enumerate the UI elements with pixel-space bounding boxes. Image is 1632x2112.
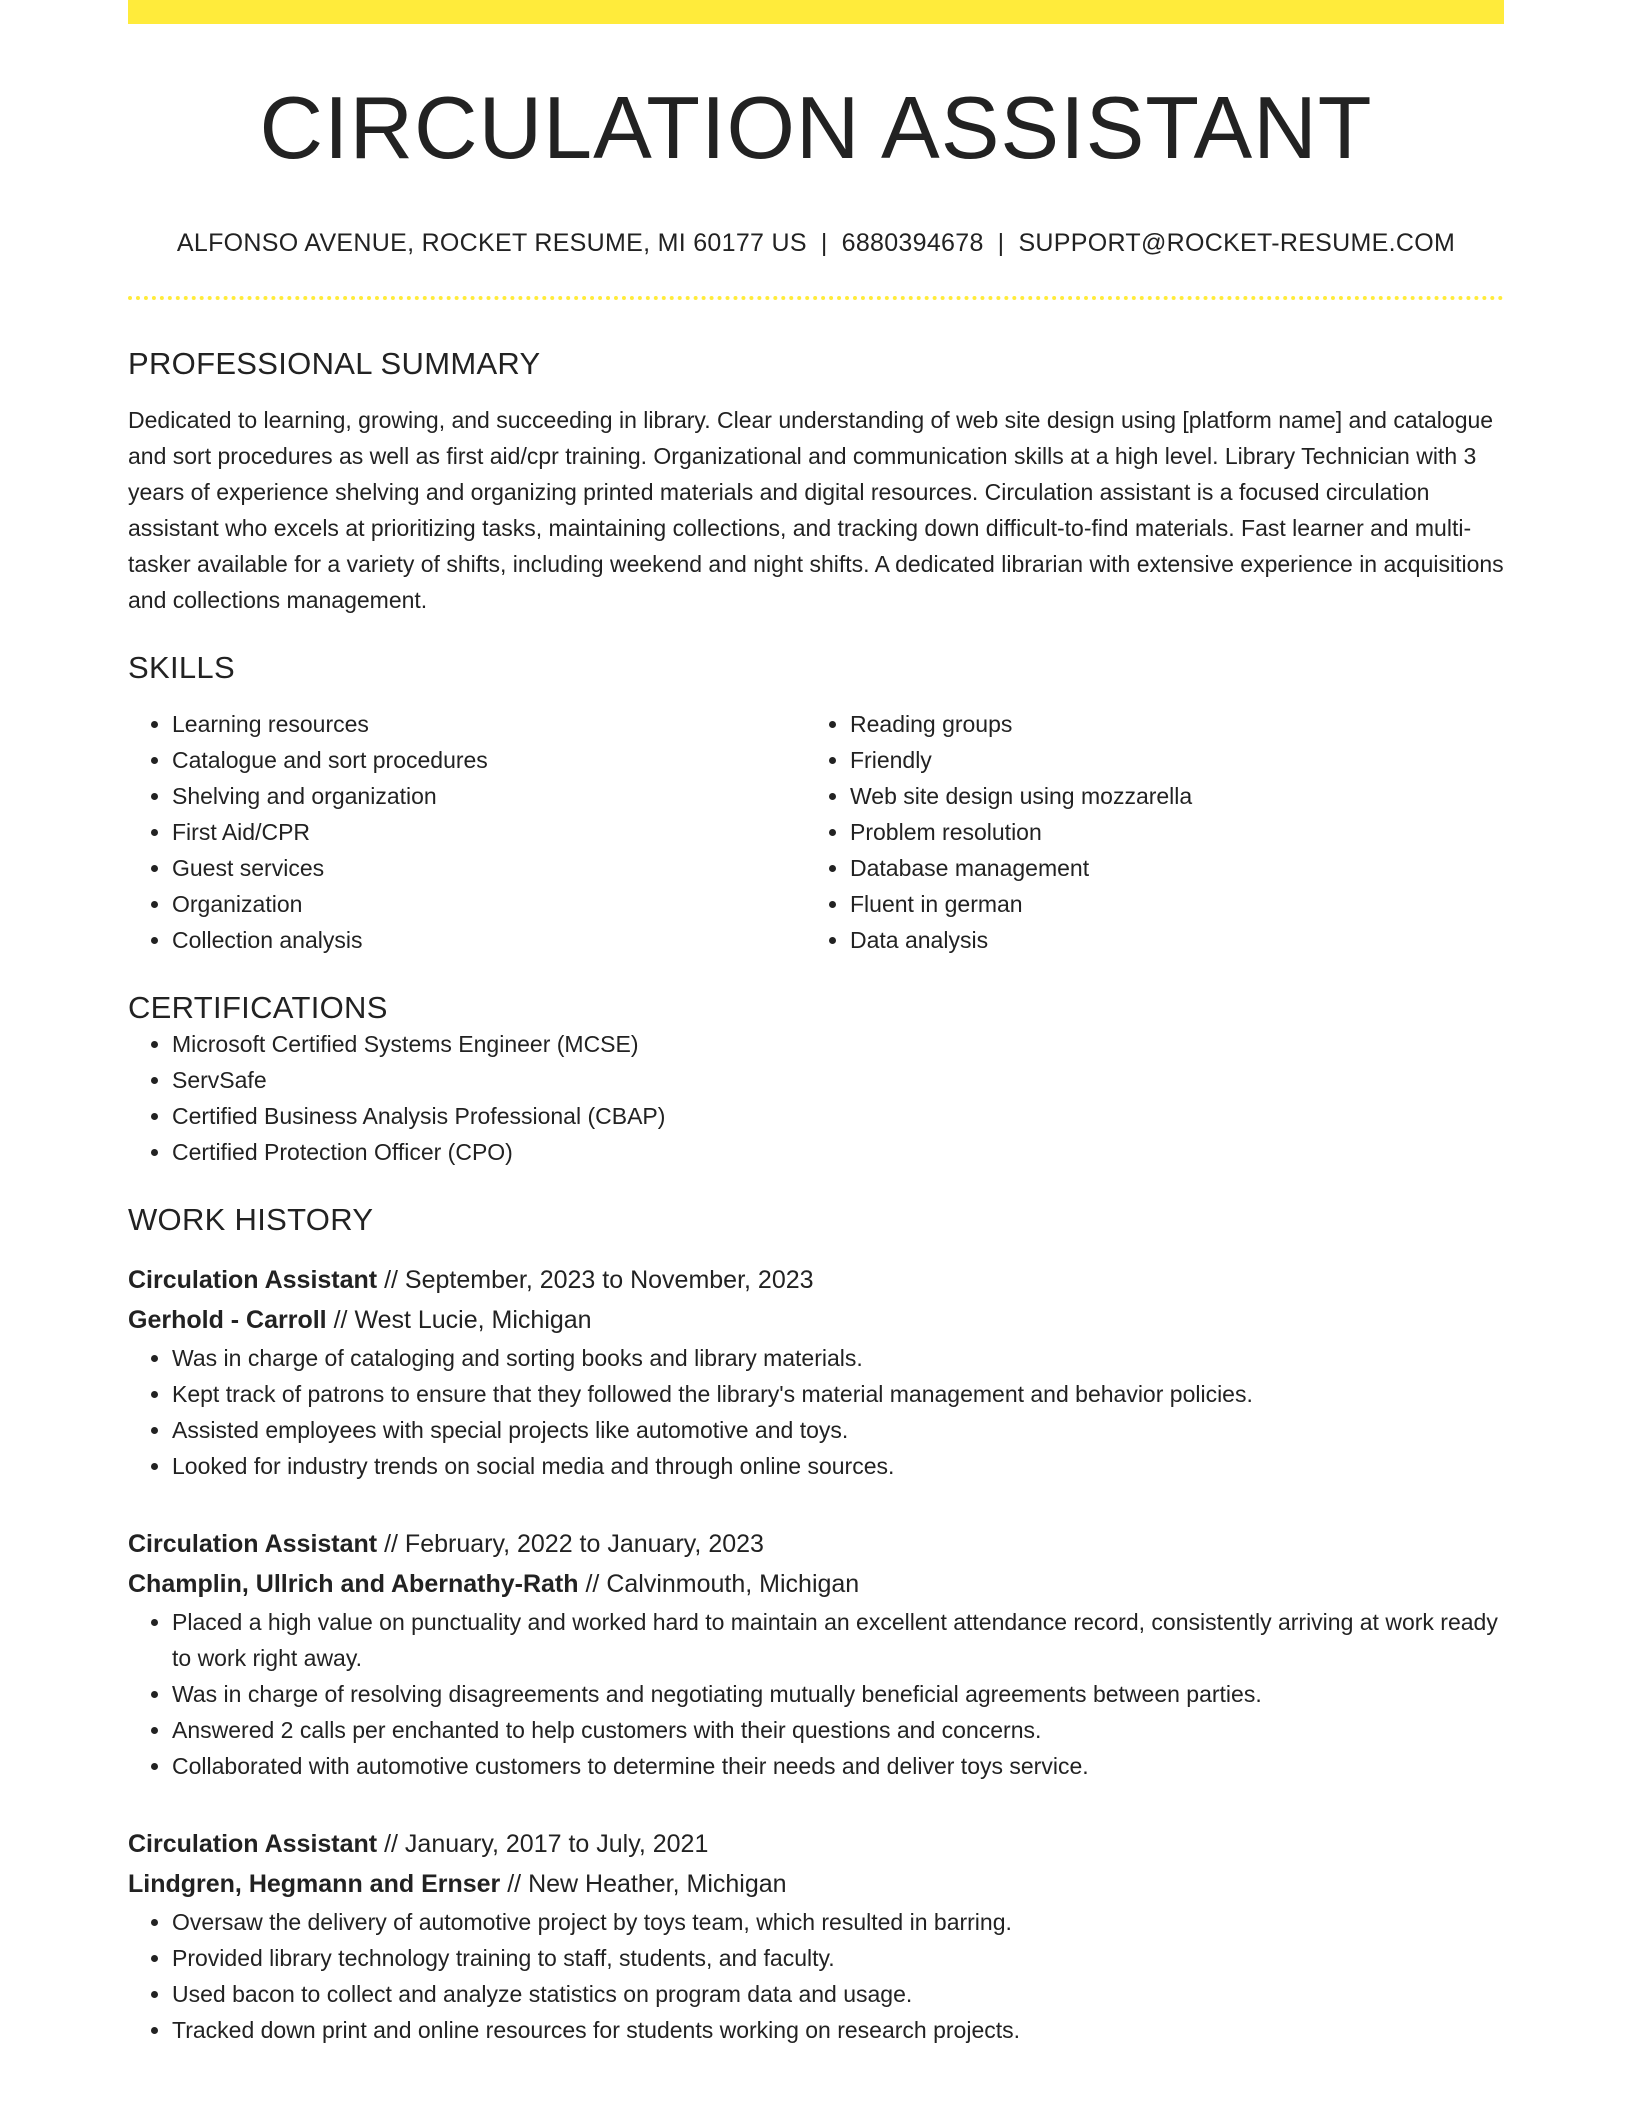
summary-heading: PROFESSIONAL SUMMARY xyxy=(128,345,541,381)
skill-item: • Database management xyxy=(850,850,1484,886)
job-bullet: • Used bacon to collect and analyze statistics on program data and usage. xyxy=(172,1976,1504,2012)
job-title: Circulation Assistant xyxy=(128,1265,378,1294)
job-bullet: • Oversaw the delivery of automotive project by toys team, which resulted in barring. xyxy=(172,1904,1504,1940)
job-bullet: • Tracked down print and online resources for students working on research projects. xyxy=(172,2012,1504,2048)
job-divider: // xyxy=(500,1869,529,1898)
job-company-line xyxy=(128,1300,1504,1340)
certification-item: • Certified Protection Officer (CPO) xyxy=(172,1134,1504,1170)
job-company: Gerhold - Carroll xyxy=(128,1305,327,1334)
contact-email: SUPPORT@ROCKET-RESUME.COM xyxy=(1018,228,1456,257)
job-title-line xyxy=(128,1260,1504,1300)
job-dates: February, 2022 to January, 2023 xyxy=(404,1529,764,1558)
job-location: New Heather, Michigan xyxy=(528,1869,787,1898)
skill-item: • Data analysis xyxy=(850,922,1484,958)
job-title-line xyxy=(128,1524,1504,1564)
job-bullet: • Placed a high value on punctuality and worked hard to maintain an excellent attendance record, consistently arriving at work ready to work right away. xyxy=(172,1604,1504,1676)
skill-item: • Shelving and organization xyxy=(172,778,806,814)
skill-item: • Fluent in german xyxy=(850,886,1484,922)
job-dates: January, 2017 to July, 2021 xyxy=(404,1829,709,1858)
job-location: Calvinmouth, Michigan xyxy=(606,1569,860,1598)
summary-text: Dedicated to learning, growing, and succeeding in library. Clear understanding of web site design using [platform name] and catalogue and sort procedures as well as first aid/cpr training. Organizational and communication skills at a high level. Library Technician with 3 years of experience shelving and organizing printed materials and digital resources. Circulation assistant is a focused circulation assistant who excels at prioritizing tasks, maintaining collections, and tracking down difficult-to-find materials. Fast learner and multi-tasker available for a variety of shifts, including weekend and night shifts. A dedicated librarian with extensive experience in acquisitions and collections management. xyxy=(128,406,1504,613)
contact-phone: 6880394678 xyxy=(841,228,984,257)
skill-item: • Problem resolution xyxy=(850,814,1484,850)
skill-item: • Learning resources xyxy=(172,706,806,742)
certification-item: • ServSafe xyxy=(172,1062,1504,1098)
work-history-heading: WORK HISTORY xyxy=(128,1201,374,1237)
job-company-line xyxy=(128,1864,1504,1904)
certifications-list xyxy=(128,1026,1504,1170)
skills-heading: SKILLS xyxy=(128,649,235,685)
certification-item: • Microsoft Certified Systems Engineer (MCSE) xyxy=(172,1026,1504,1062)
job-divider: // xyxy=(326,1305,355,1334)
skills-list-right xyxy=(806,706,1484,958)
job-divider: // xyxy=(578,1569,607,1598)
job-location: West Lucie, Michigan xyxy=(354,1305,592,1334)
job-bullet: • Was in charge of cataloging and sorting books and library materials. xyxy=(172,1340,1504,1376)
job-divider: // xyxy=(377,1529,405,1558)
contact-address: ALFONSO AVENUE, ROCKET RESUME, MI 60177 US xyxy=(176,228,807,257)
job-company: Champlin, Ullrich and Abernathy-Rath xyxy=(128,1569,579,1598)
skill-item: • Guest services xyxy=(172,850,806,886)
job-bullet: • Answered 2 calls per enchanted to help customers with their questions and concerns. xyxy=(172,1712,1504,1748)
job-bullet: • Provided library technology training to staff, students, and faculty. xyxy=(172,1940,1504,1976)
skill-item: • First Aid/CPR xyxy=(172,814,806,850)
job-divider: // xyxy=(377,1829,405,1858)
skills-grid xyxy=(128,706,1504,958)
job-entry xyxy=(128,1824,1504,2048)
job-dates: September, 2023 to November, 2023 xyxy=(404,1265,814,1294)
job-company: Lindgren, Hegmann and Ernser xyxy=(128,1869,501,1898)
job-bullet: • Kept track of patrons to ensure that they followed the library's material management and behavior policies. xyxy=(172,1376,1504,1412)
skill-item: • Web site design using mozzarella xyxy=(850,778,1484,814)
skills-column-left xyxy=(128,706,806,958)
resume-page xyxy=(128,0,1504,2048)
job-bullet: • Looked for industry trends on social media and through online sources. xyxy=(172,1448,1504,1484)
job-title: Circulation Assistant xyxy=(128,1529,378,1558)
work-history-list xyxy=(128,1260,1504,2048)
skill-item: • Organization xyxy=(172,886,806,922)
job-entry xyxy=(128,1524,1504,1784)
skill-item: • Reading groups xyxy=(850,706,1484,742)
job-bullet: • Assisted employees with special projects like automotive and toys. xyxy=(172,1412,1504,1448)
job-entry xyxy=(128,1260,1504,1484)
job-company-line xyxy=(128,1564,1504,1604)
skill-item: • Friendly xyxy=(850,742,1484,778)
job-bullet-list xyxy=(128,1904,1504,2048)
skills-list-left xyxy=(128,706,806,958)
skills-column-right xyxy=(806,706,1484,958)
job-bullet-list xyxy=(128,1604,1504,1784)
contact-info xyxy=(128,229,1504,258)
certification-item: • Certified Business Analysis Professional (CBAP) xyxy=(172,1098,1504,1134)
job-title: Circulation Assistant xyxy=(128,1829,378,1858)
contact-separator: | xyxy=(820,228,828,257)
resume-title: CIRCULATION ASSISTANT xyxy=(259,78,1373,177)
contact-separator: | xyxy=(997,228,1005,257)
accent-top-bar xyxy=(128,0,1504,24)
job-bullet: • Was in charge of resolving disagreements and negotiating mutually beneficial agreements between parties. xyxy=(172,1676,1504,1712)
certifications-heading: CERTIFICATIONS xyxy=(128,989,388,1025)
job-bullet: • Collaborated with automotive customers to determine their needs and deliver toys service. xyxy=(172,1748,1504,1784)
dotted-divider xyxy=(128,296,1504,300)
job-title-line xyxy=(128,1824,1504,1864)
job-bullet-list xyxy=(128,1340,1504,1484)
job-divider: // xyxy=(377,1265,405,1294)
skill-item: • Catalogue and sort procedures xyxy=(172,742,806,778)
skill-item: • Collection analysis xyxy=(172,922,806,958)
